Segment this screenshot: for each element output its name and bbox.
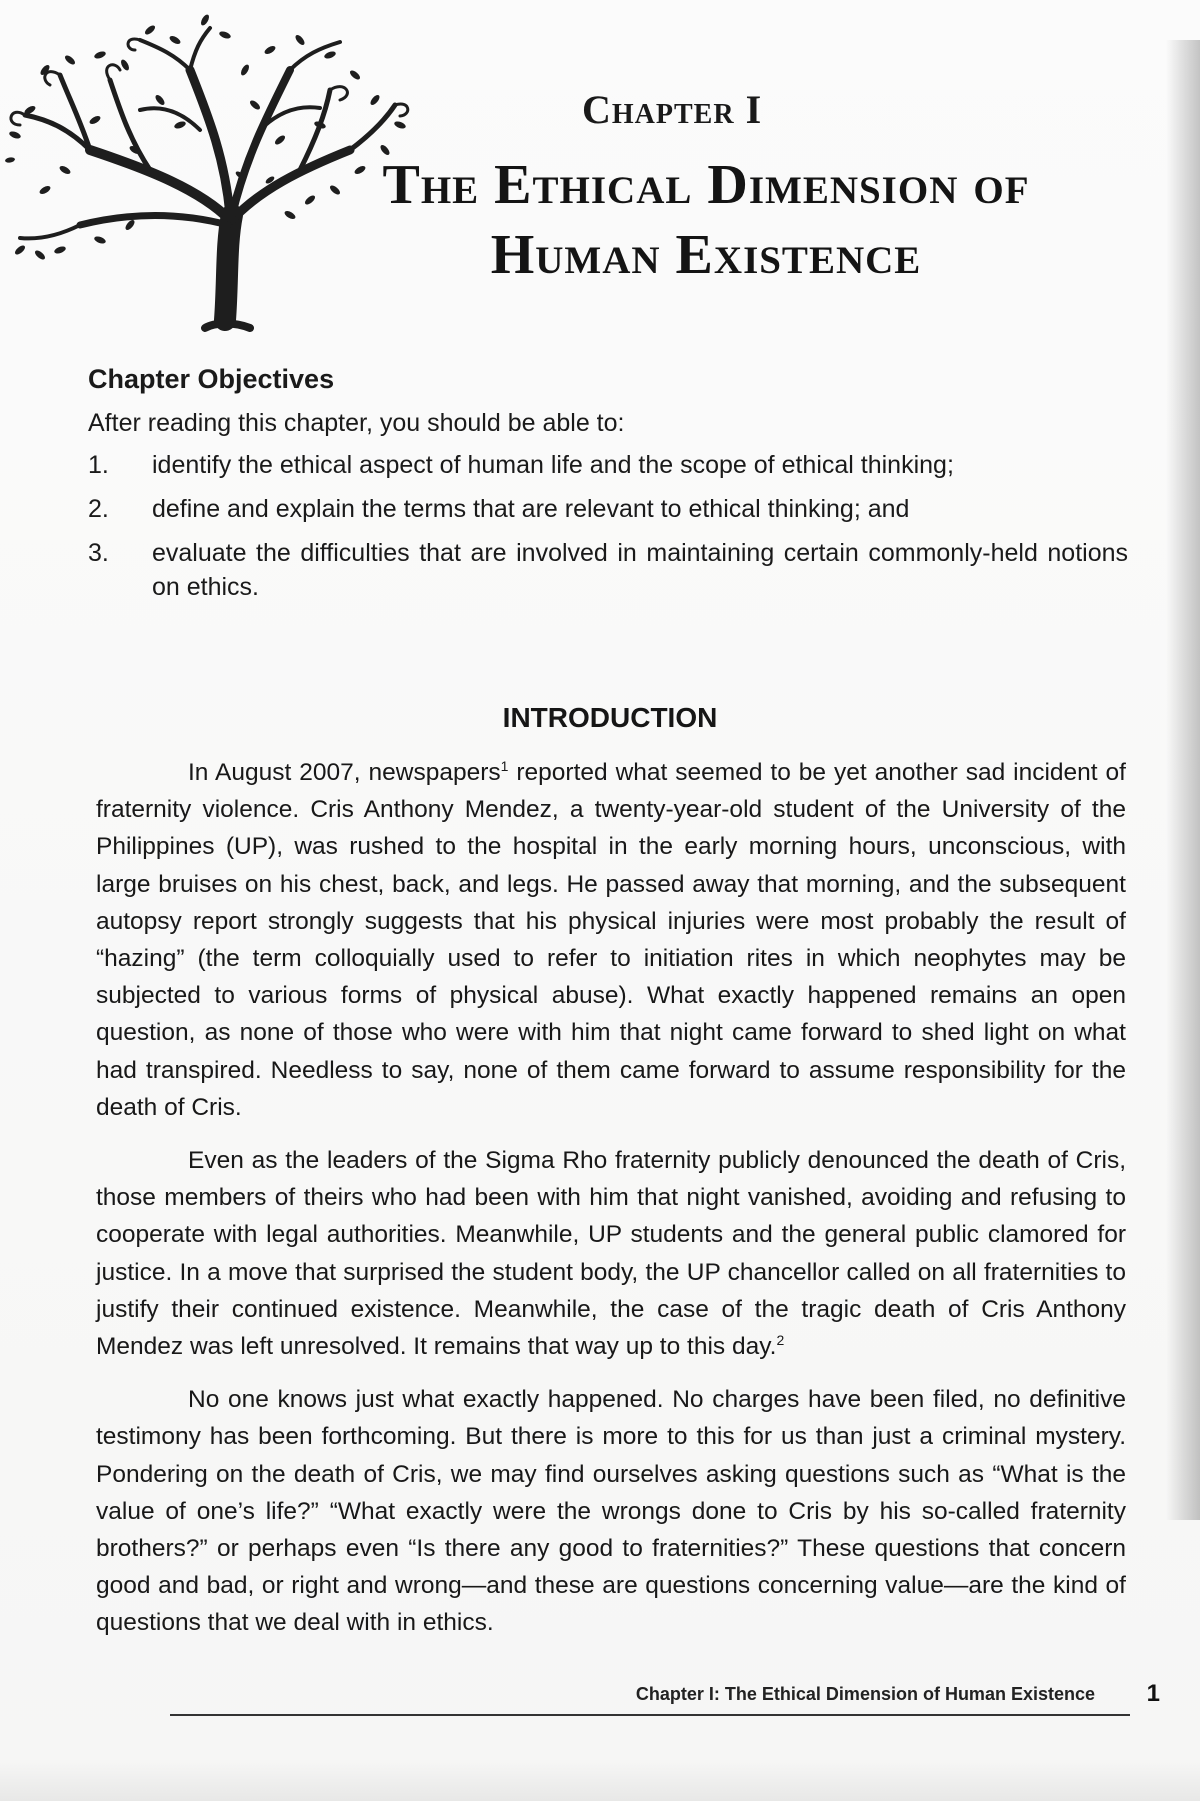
objective-item	[88, 448, 1128, 482]
objectives-list	[88, 448, 1128, 604]
objective-text: identify the ethical aspect of human life and the scope of ethical thinking;	[152, 451, 954, 479]
paragraph-2	[96, 1142, 1126, 1365]
page-edge-shadow	[1166, 40, 1200, 1520]
objective-text: define and explain the terms that are relevant to ethical thinking; and	[152, 495, 910, 523]
objective-text: evaluate the difficulties that are involved in maintaining certain commonly-held notions on ethics.	[152, 539, 1128, 601]
chapter-title-line-2: Human Existence	[490, 224, 922, 286]
objective-number: 3.	[88, 539, 109, 567]
page-bottom-shadow	[0, 1761, 1200, 1801]
paragraph-3: No one knows just what exactly happened. No charges have been filed, no definitive testimony has been forthcoming. But there is more to this for us than just a criminal mystery. Pondering on the death of Cris, we may find ourselves asking questions such as “What is the value of one’s life?” “What exactly were the wrongs done to Cris by his so-called fraternity brothers?” or perhaps even “Is there any good to fraternities?” These questions that concern good and bad, or right and wrong—and these are questions concerning value—are the kind of questions that we deal with in ethics.	[96, 1386, 1126, 1637]
objective-number: 2.	[88, 495, 109, 523]
page-footer	[0, 1680, 1200, 1724]
chapter-label: Chapter I	[582, 87, 763, 132]
introduction-heading: INTRODUCTION	[502, 702, 718, 733]
objective-number: 1.	[88, 451, 109, 479]
footnote-ref-1: 1	[500, 757, 509, 774]
page-number: 1	[1146, 1680, 1160, 1707]
footnote-ref-2: 2	[776, 1331, 785, 1348]
running-footer: Chapter I: The Ethical Dimension of Human Existence	[635, 1684, 1095, 1704]
objective-item	[88, 492, 1128, 526]
chapter-title-line-1: The Ethical Dimension of	[382, 154, 1030, 216]
chapter-title	[296, 150, 1116, 290]
footer-rule	[170, 1714, 1130, 1716]
objectives-intro: After reading this chapter, you should be able to:	[88, 409, 625, 437]
introduction-body	[96, 754, 1126, 1658]
objective-item	[88, 536, 1128, 604]
paragraph-2-text: Even as the leaders of the Sigma Rho fraternity publicly denounced the death of Cris, those members of theirs who had been with him that night vanished, avoiding and refusing to cooperate with legal authorities. Meanwhile, UP students and the general public clamored for justice. In a move that surprised the student body, the UP chancellor called on all fraternities to justify their continued existence. Meanwhile, the case of the tragic death of Cris Anthony Mendez was left unresolved. It remains that way up to this day.	[96, 1147, 1126, 1361]
objectives-heading: Chapter Objectives	[88, 364, 335, 394]
paragraph-1-text-b: reported what seemed to be yet another sad incident of fraternity violence. Cris Anthony Mendez, a twenty-year-old student of the University of the Philippines (UP), was rushed to the hospital in the early morning hours, unconscious, with large bruises on his chest, back, and legs. He passed away that morning, and the subsequent autopsy report strongly suggests that his physical injuries were most probably the result of “hazing” (the term colloquially used to refer to initiation rites in which neophytes may be subjected to various forms of physical abuse). What exactly happened remains an open question, as none of those who were with him that night came forward to shed light on what had transpired. Needless to say, none of them came forward to assume responsibility for the death of Cris.	[96, 759, 1126, 1121]
paragraph-1	[96, 754, 1126, 1126]
paragraph-1-text-a: In August 2007, newspapers	[188, 759, 501, 786]
chapter-objectives-section	[88, 362, 1128, 614]
